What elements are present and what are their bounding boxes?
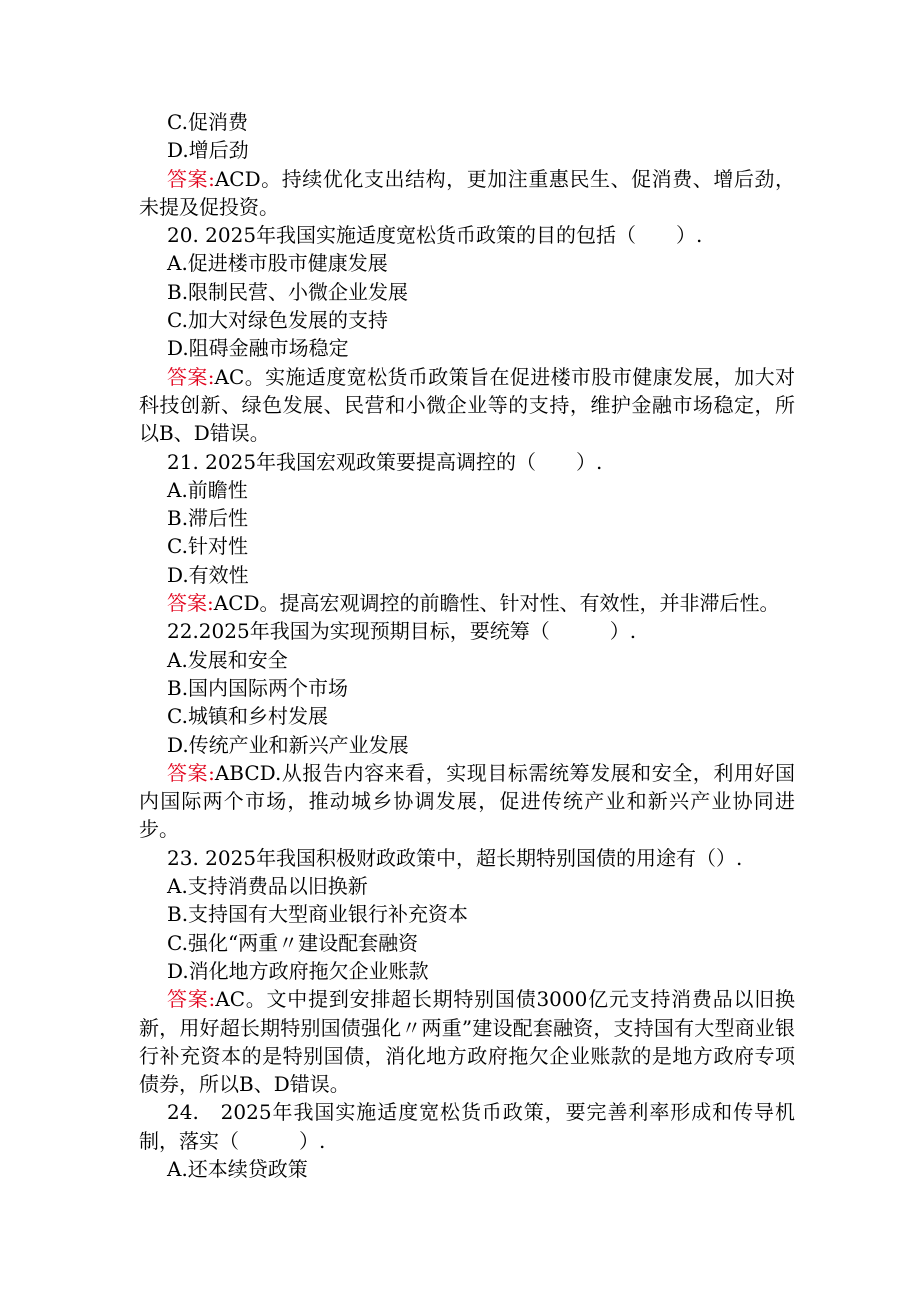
q20-question: 20. 2025年我国实施适度宽松货币政策的目的包括（ ）. xyxy=(167,223,703,248)
q20-option-d: D.阻碍金融市场稳定 xyxy=(167,336,349,361)
q22-option-d: D.传统产业和新兴产业发展 xyxy=(167,732,409,757)
q20-option-c: C.加大对绿色发展的支持 xyxy=(167,308,388,333)
q24-question: 24. 2025年我国实施适度宽松货币政策，要完善利率形成和传导机制，落实（ ）. xyxy=(139,1100,795,1153)
q22-answer-label: 答案: xyxy=(167,760,215,785)
q20-answer xyxy=(139,363,795,448)
q19-option-d: D.增后劲 xyxy=(167,138,249,163)
q21-option-a: A.前瞻性 xyxy=(167,477,248,502)
q22-option-a: A.发展和安全 xyxy=(167,647,288,672)
q23-option-a: A.支持消费品以旧换新 xyxy=(167,874,368,899)
q19-answer-text: ACD。持续优化支出结构，更加注重惠民生、促消费、增后劲，未提及促投资。 xyxy=(139,166,795,219)
q22-answer xyxy=(139,759,795,844)
q19-option-c: C.促消费 xyxy=(167,110,248,134)
q19-answer xyxy=(139,165,795,222)
q20-option-b: B.限制民营、小微企业发展 xyxy=(167,279,409,304)
document-body xyxy=(139,108,795,1183)
q20-answer-label: 答案: xyxy=(167,364,215,389)
q23-answer-label: 答案: xyxy=(167,987,216,1012)
q21-option-c: C.针对性 xyxy=(167,534,248,559)
q21-option-b: B.滞后性 xyxy=(167,506,249,531)
q23-answer-text: AC。文中提到安排超长期特别国债3000亿元支持消费品以旧换新，用好超长期特别国债强化〃两重”建设配套融资，支持国有大型商业银行补充资本的是特别国债，消化地方政府拖欠企业账款的是地方政府专项债券，所以B、D错误。 xyxy=(139,987,795,1097)
q20-option-a: A.促进楼市股市健康发展 xyxy=(167,251,388,276)
q23-question: 23. 2025年我国积极财政政策中，超长期特别国债的用途有（）. xyxy=(167,845,743,870)
q21-option-d: D.有效性 xyxy=(167,562,249,587)
q21-answer-label: 答案: xyxy=(167,591,214,616)
q21-answer-text: ACD。提高宏观调控的前瞻性、针对性、有效性，并非滞后性。 xyxy=(213,591,780,616)
q21-question: 21. 2025年我国宏观政策要提高调控的（ ）. xyxy=(167,449,603,474)
q23-option-c: C.强化“两重〃建设配套融资 xyxy=(167,930,419,955)
q21-answer xyxy=(139,589,795,617)
q24-option-a: A.还本续贷政策 xyxy=(167,1156,308,1181)
q22-option-c: C.城镇和乡村发展 xyxy=(167,704,328,729)
q23-answer xyxy=(139,985,795,1098)
q19-answer-label: 答案: xyxy=(167,166,215,191)
q23-option-d: D.消化地方政府拖欠企业账款 xyxy=(167,958,429,983)
q22-answer-text: ABCD.从报告内容来看，实现目标需统筹发展和安全，利用好国内国际两个市场，推动城乡协调发展，促进传统产业和新兴产业协同进步。 xyxy=(139,760,795,842)
q22-option-b: B.国内国际两个市场 xyxy=(167,675,349,700)
q23-option-b: B.支持国有大型商业银行补充资本 xyxy=(167,902,469,927)
q22-question: 22.2025年我国为实现预期目标，要统筹（ ）. xyxy=(167,619,637,644)
q20-answer-text: AC。实施适度宽松货币政策旨在促进楼市股市健康发展，加大对科技创新、绿色发展、民营和小微企业等的支持，维护金融市场稳定，所以B、D错误。 xyxy=(139,364,795,446)
